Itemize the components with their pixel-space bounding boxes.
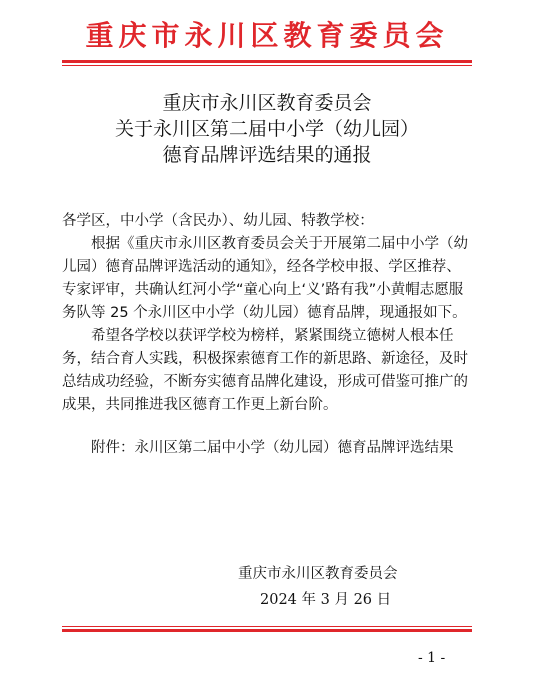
paragraph-1: 根据《重庆市永川区教育委员会关于开展第二届中小学（幼儿园）德育品牌评选活动的通知》，经各学校申报、学区推荐、专家评审，共确认红河小学“童心向上‘义’路有我”小黄帽志愿服务队等 25 个永川区中小学（幼儿园）德育品牌，现通报如下。 <box>62 236 468 321</box>
masthead-rule-thick <box>62 60 472 63</box>
footer-rule-thick <box>62 629 472 632</box>
document-body <box>62 210 472 460</box>
signature-date: 2024 年 3 月 26 日 <box>260 592 392 608</box>
document-title <box>0 90 534 168</box>
footer-rule-thin <box>62 626 472 627</box>
masthead-rule-thin <box>62 65 472 66</box>
paragraph-2: 希望各学校以获评学校为榜样，紧紧围绕立德树人根本任务，结合育人实践，积极探索德育工作的新思路、新途径，及时总结成功经验，不断夯实德育品牌化建设，形成可借鉴可推广的成果，共同推进我区德育工作更上新台阶。 <box>62 328 468 413</box>
addressee: 各学区，中小学（含民办）、幼儿园、特教学校： <box>62 213 374 229</box>
title-line-2: 关于永川区第二届中小学（幼儿园） <box>114 118 419 140</box>
page-number: - 1 - <box>418 650 446 666</box>
title-line-1: 重庆市永川区教育委员会 <box>162 92 372 114</box>
title-line-3: 德育品牌评选结果的通报 <box>162 144 372 166</box>
document-masthead: 重庆市永川区教育委员会 <box>85 19 449 52</box>
attachment-note: 附件：永川区第二届中小学（幼儿园）德育品牌评选结果 <box>91 440 454 456</box>
signature-org: 重庆市永川区教育委员会 <box>238 566 398 582</box>
